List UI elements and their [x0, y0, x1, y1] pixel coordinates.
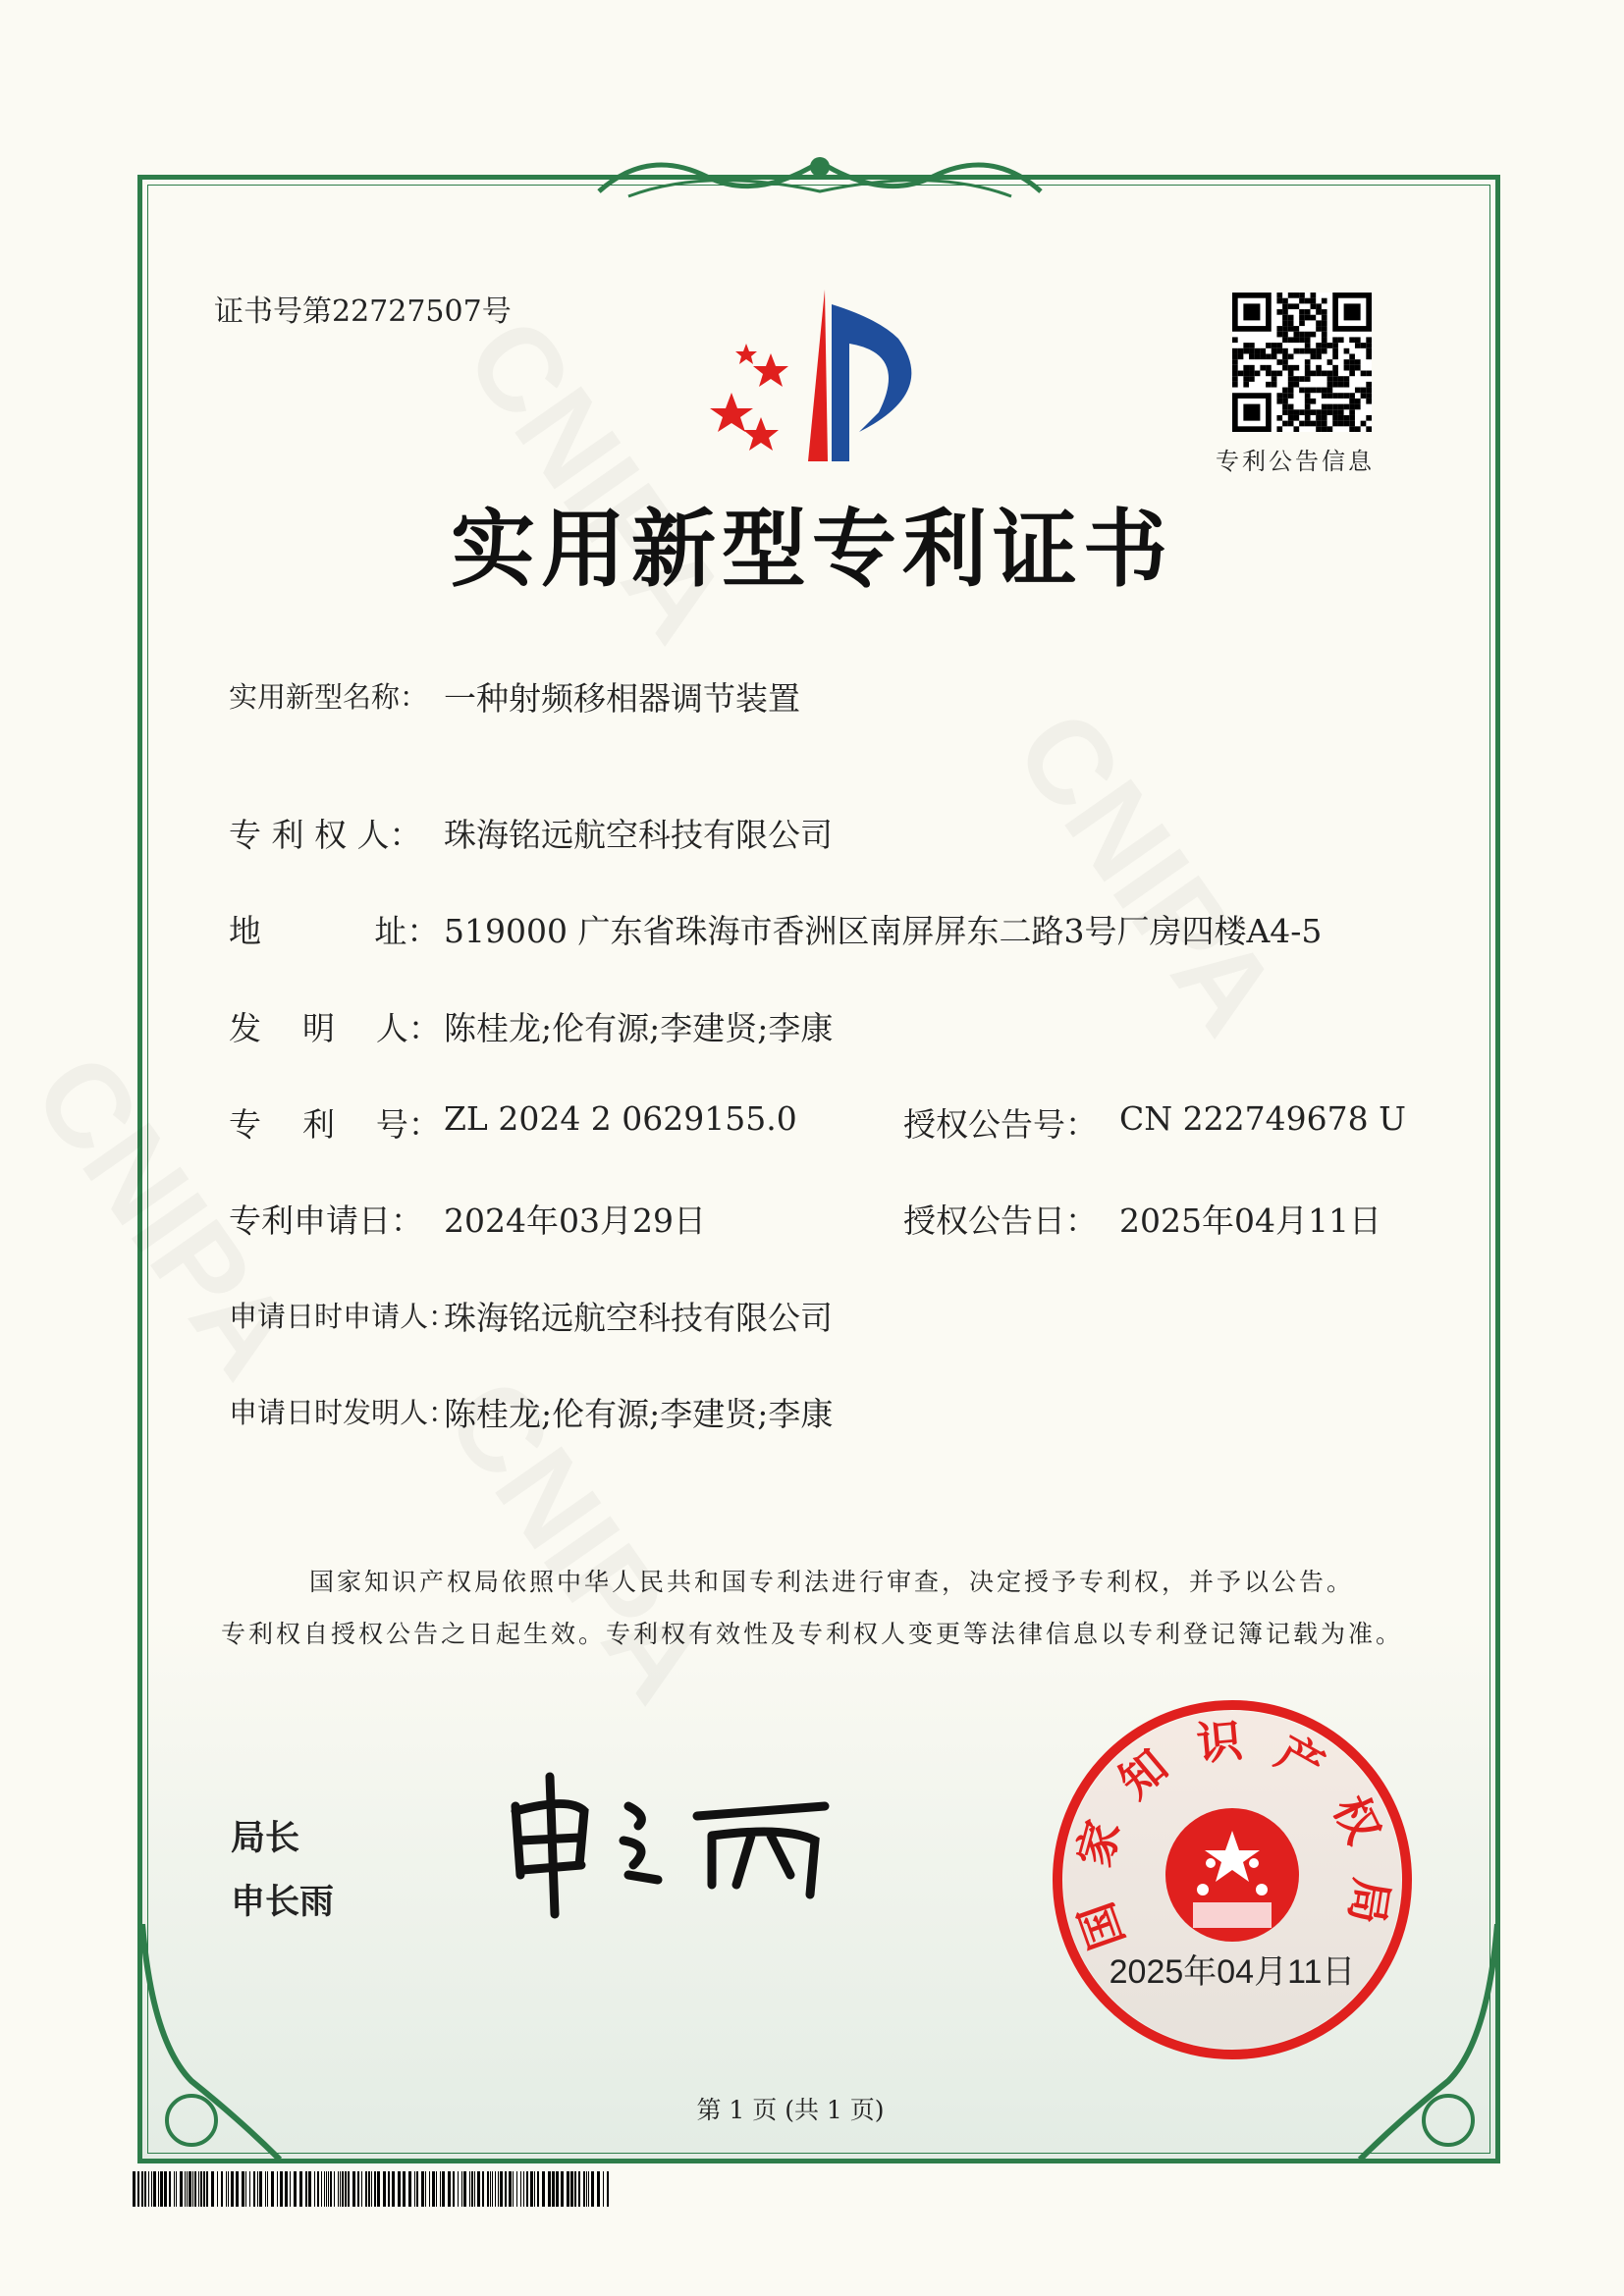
field-value-inventor: 陈桂龙;伦有源;李建贤;李康 — [444, 1009, 834, 1047]
field-value-applicant-at-filing: 珠海铭远航空科技有限公司 — [444, 1299, 833, 1337]
field-label-inventor-at-filing: 申请日时发明人： — [229, 1396, 458, 1429]
director-name: 申长雨 — [231, 1883, 335, 1922]
seal-date: 2025年04月11日 — [1109, 1953, 1356, 1991]
field-label-filing-date: 专利申请日： — [229, 1201, 423, 1240]
field-label-pub-date: 授权公告日： — [903, 1201, 1098, 1240]
statement-line-1: 国家知识产权局依照中华人民共和国专利法进行审查，决定授予专利权，并予以公告。 — [308, 1568, 1354, 1596]
field-value-inventor-at-filing: 陈桂龙;伦有源;李建贤;李康 — [444, 1395, 834, 1433]
field-label-pub-no: 授权公告号： — [903, 1105, 1098, 1144]
barcode — [133, 2171, 614, 2207]
statement-line-2: 专利权自授权公告之日起生效。专利权有效性及专利权人变更等法律信息以专利登记簿记载为准。 — [220, 1620, 1403, 1648]
director-title: 局长 — [231, 1819, 300, 1858]
field-label-patentee: 专 利 权 人： — [229, 816, 422, 854]
seal-text: 国家知识产权局 — [1066, 1713, 1399, 1956]
field-value-patentee: 珠海铭远航空科技有限公司 — [444, 816, 833, 854]
field-value-pub-no: CN 222749678 U — [1119, 1099, 1406, 1138]
corner-ornament-left — [133, 1924, 290, 2169]
qr-label: 专利公告信息 — [1216, 448, 1375, 475]
cnipa-logo — [702, 285, 938, 471]
field-value-patent-no: ZL 2024 2 0629155.0 — [444, 1099, 797, 1138]
field-value-pub-date: 2025年04月11日 — [1119, 1201, 1381, 1240]
field-value-filing-date: 2024年03月29日 — [444, 1201, 706, 1240]
field-label-address: 地 址： — [229, 912, 440, 950]
official-seal — [1051, 1698, 1414, 2061]
field-value-name: 一种射频移相器调节装置 — [444, 679, 800, 718]
director-signature — [501, 1767, 844, 1924]
page-indicator: 第 1 页 (共 1 页) — [696, 2096, 885, 2124]
page-title: 实用新型专利证书 — [451, 500, 1173, 599]
field-label-applicant-at-filing: 申请日时申请人： — [229, 1300, 458, 1333]
field-label-patent-no: 专 利 号： — [229, 1105, 441, 1144]
field-label-inventor: 发 明 人： — [229, 1009, 441, 1047]
field-label-name: 实用新型名称： — [229, 680, 429, 714]
qr-code[interactable] — [1232, 293, 1372, 432]
certificate-number: 证书号第22727507号 — [214, 294, 512, 329]
field-value-address: 519000 广东省珠海市香洲区南屏屏东二路3号厂房四楼A4-5 — [444, 912, 1323, 950]
top-ornament — [589, 137, 1051, 211]
